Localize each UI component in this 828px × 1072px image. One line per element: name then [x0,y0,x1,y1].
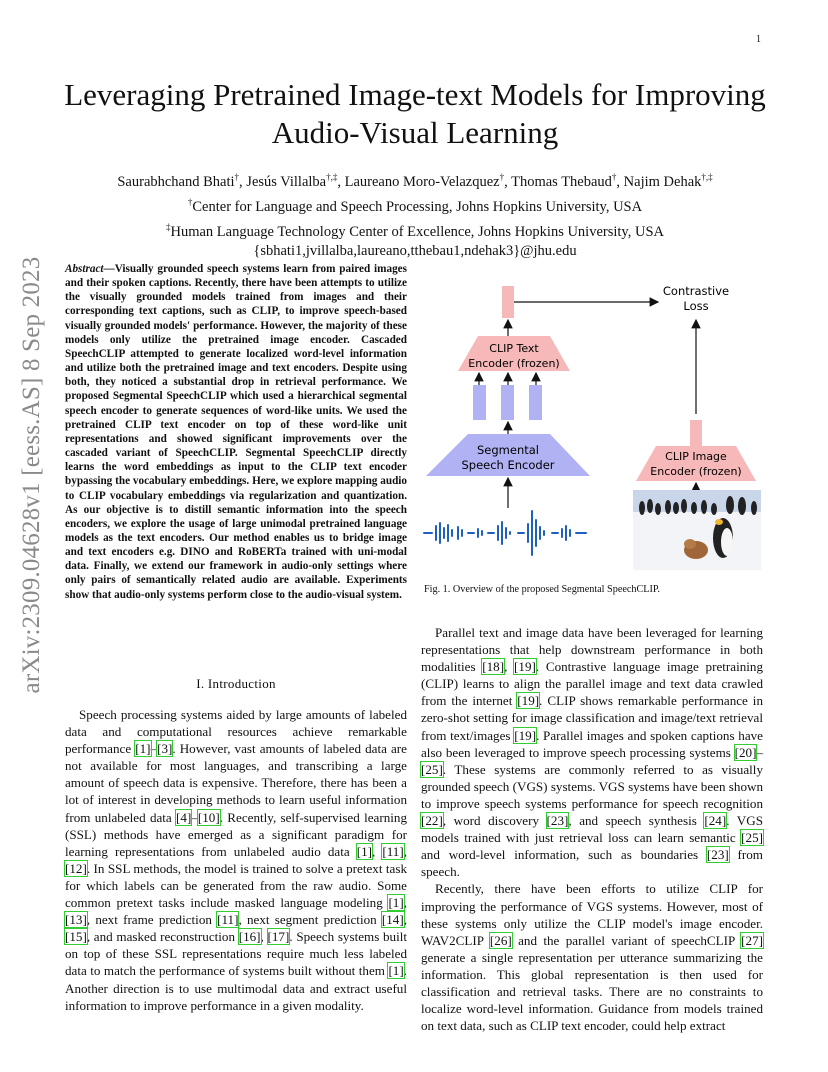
intro-paragraph [65,706,407,1014]
arxiv-id: arXiv:2309.04628v1 [eess.AS] 8 Sep 2023 [18,256,45,694]
right-paragraph-2: Recently, there have been efforts to utilize CLIP for improving the performance of VGS systems. However, most of these systems only utilize the CLIP model's image encoder. WAV2CLIP [26] and the parallel variant of speechCLIP [27] generate a single representation per utterance summarizing the information. This global representation is then used for classification and retrieval tasks. There are no constraints to localize word-level information. Guidance from models trained on text data, such as CLIP text encoder, could help extract [421,881,763,1034]
citation-link[interactable]: [20] [734,744,757,760]
word-unit-bar-1 [473,385,486,420]
citation-link[interactable]: [1] [388,963,404,979]
figure-1 [418,276,768,576]
word-unit-bar-3 [529,385,542,420]
text-embedding-bar [502,286,514,318]
author-names: Saurabhchand Bhati†, Jesús Villalba†,‡, Laureano Moro-Velazquez†, Thomas Thebaud†, Najim Dehak†,‡ [117,172,713,190]
arxiv-sidebar [12,256,52,694]
loss-label-2: Loss [683,299,709,313]
citation-link[interactable]: [23] [706,847,729,863]
citation-link[interactable]: [19] [517,693,540,709]
citation-link[interactable]: [16] [238,929,261,945]
right-paragraph-1: Parallel text and image data have been leveraged for learning representations that help downstream performance in both modalities [18], [19]. Contrastive language image pretraining (CLIP) learns to align the parallel image and text data crawled from the internet [19]. CLIP shows remarkable performance in zero-shot setting for image classification and image/text retrieval from text/images [19]. Parallel images and spoken captions have also been leveraged to improve speech processing systems [20]–[25]. These systems are commonly referred to as visually grounded speech (VGS) systems. VGS systems have been shown to improve speech systems performance for speech recognition [22], word discovery [23], and speech synthesis [24]. VGS models trained with just retrieval loss can learn semantic [25] and word-level information, such as boundaries [23] from speech. [421,625,763,880]
citation-link[interactable]: [14] [381,912,404,928]
affiliation-1: †Center for Language and Speech Processing, Johns Hopkins University, USA [187,196,643,215]
abstract-text: —Visually grounded speech systems learn from paired images and their spoken captions. Recently, there have been attempts to utilize the visually grounded models trained from images and their corresponding text captions, such as CLIP, to improve speech-based visually grounded models' performance. However, the majority of these models only utilize the pretrained image encoder. Cascaded SpeechCLIP attempted to generate localized word-level information and utilize both the pretrained image and text encoders. Despite using both, they noticed a substantial drop in retrieval performance. We proposed Segmental SpeechCLIP which used a hierarchical segmental speech encoder to generate sequences of word-like units. We used the pretrained CLIP text encoder on top of these word-like unit representations and showed significant improvements over the cascaded variant of SpeechCLIP. Segmental SpeechCLIP directly learns the word embeddings as input to the CLIP text encoder bypassing the vocabulary embeddings. Here, we explore mapping audio to CLIP vocabulary embeddings via regularization and quantization. As our objective is to distill semantic information into the speech encoders, we explore the usage of large unimodal pretrained language models as the text encoders. Our method enables us to bridge image and text encoders e.g. DINO and RoBERTa trained with uni-modal data. Finally, we extend our framework in audio-only settings where only pairs of semantically related audio are available. Experiments show that audio-only systems perform close to the audio-visual system. [65,263,407,601]
citation-link[interactable]: [11] [217,912,239,928]
citation-link[interactable]: [3] [157,741,173,757]
citation-link[interactable]: [13] [65,912,87,928]
citation-link[interactable]: [10] [197,809,220,825]
clip-image-label-1: CLIP Image [665,450,727,463]
waveform-icon [424,511,586,555]
figure-diagram [418,276,768,576]
seg-label-2: Speech Encoder [461,458,555,472]
citation-link[interactable]: [24] [704,813,727,829]
abstract [65,262,407,602]
paper-title: Leveraging Pretrained Image-text Models for Improving Audio-Visual Learning [64,77,766,150]
citation-link[interactable]: [15] [65,929,87,945]
image-embedding-bar [690,420,702,446]
abstract-label: Abstract [65,263,104,275]
loss-label-1: Contrastive [662,284,730,298]
clip-text-label-2: Encoder (frozen) [468,357,560,370]
clip-image-label-2: Encoder (frozen) [650,465,742,478]
citation-link[interactable]: [4] [176,809,192,825]
page-number: 1 [756,34,761,45]
author-emails: {sbhati1,jvillalba,laureano,tthebau1,ndehak3}@jhu.edu [253,243,577,260]
citation-link[interactable]: [26] [489,932,512,948]
citation-link[interactable]: [25] [741,830,763,846]
citation-link[interactable]: [22] [421,813,443,829]
section-heading: I. Introduction [196,676,276,691]
citation-link[interactable]: [12] [65,860,87,876]
citation-link[interactable]: [11] [382,843,404,859]
author-block [60,167,770,261]
affiliation-2: ‡Human Language Technology Center of Excellence, Johns Hopkins University, USA [166,221,664,240]
citation-link[interactable]: [23] [546,813,569,829]
citation-link[interactable]: [19] [514,659,536,675]
figure-caption: Fig. 1. Overview of the proposed Segmental SpeechCLIP. [424,584,660,595]
citation-link[interactable]: [19] [514,727,537,743]
seg-label-1: Segmental [477,443,539,457]
citation-link[interactable]: [17] [267,929,290,945]
citation-link[interactable]: [18] [482,659,505,675]
clip-text-label-1: CLIP Text [489,342,539,355]
citation-link[interactable]: [1] [135,741,151,757]
word-unit-bar-2 [501,385,514,420]
right-column [421,624,763,1034]
citation-link[interactable]: [1] [388,895,404,911]
citation-link[interactable]: [27] [741,932,763,948]
citation-link[interactable]: [25] [421,761,443,777]
penguin-photo [633,490,761,570]
intro-text: Speech processing systems aided by large amounts of labeled data and computational resources achieve remarkable performance [1]–[3]. However, vast amounts of labeled data are not available for most languages, and transcribing a large amount of speech data is expensive. Therefore, there has been a lot of interest in developing methods to learn useful information from unlabeled data [4]–[10]. Recently, self-supervised learning (SSL) methods have emerged as a significant paradigm for learning representations from unlabeled audio data [1], [11], [12]. In SSL methods, the model is trained to solve a pretext task for which labels can be generated from the raw audio. Some common pretext tasks include masked language modeling [1], [13], next frame prediction [11], next segment prediction [14], [15], and masked reconstruction [16], [17]. Speech systems built on top of these SSL representations require much less labeled data to match the performance of systems built without them [1]. Another direction is to use multimodal data and extract useful information to improve performance in a given modality. [65,707,408,1013]
citation-link[interactable]: [1] [356,843,373,859]
